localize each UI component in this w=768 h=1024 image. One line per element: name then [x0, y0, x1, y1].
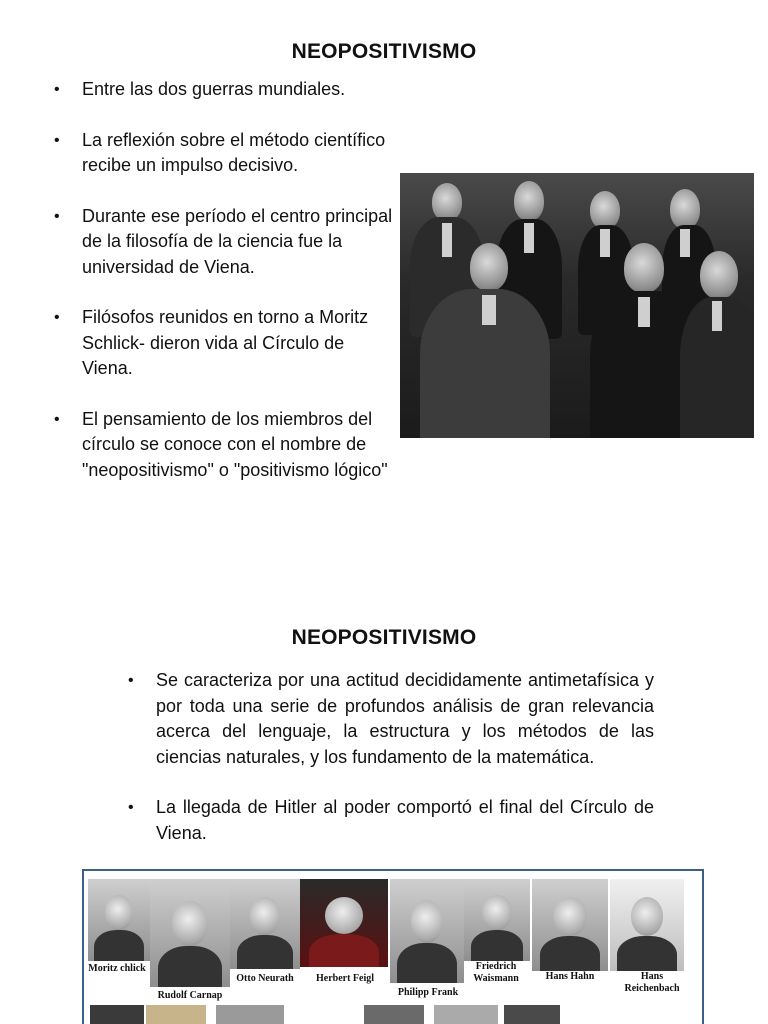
portrait-philipp-frank: [390, 879, 464, 983]
section2-title: NEOPOSITIVISMO: [291, 626, 477, 649]
portrait-moritz-schlick: [88, 879, 150, 961]
bullet-item: • La llegada de Hitler al poder comportó el final del Círculo de Viena.: [128, 795, 654, 846]
portrait-caption: Hans Hahn: [545, 971, 595, 982]
portrait-hans-hahn: [532, 879, 608, 971]
portrait-caption: Herbert Feigl: [315, 973, 375, 984]
portrait-caption: Hans Reichenbach: [624, 971, 680, 994]
portrait-partial: [434, 1005, 498, 1024]
portrait-herbert-feigl: [300, 879, 388, 967]
portrait-caption: Friedrich Waismann: [473, 961, 519, 984]
portrait-caption: Rudolf Carnap: [157, 990, 223, 1001]
portrait-rudolf-carnap: [150, 879, 230, 987]
bullet-item: • Filósofos reunidos en torno a Moritz Schlick- dieron vida al Círculo de Viena.: [54, 305, 394, 382]
portrait-caption: Otto Neurath: [236, 973, 294, 984]
portrait-partial: [216, 1005, 284, 1024]
vienna-circle-members-portraits: [82, 869, 704, 1024]
bullet-item: • Entre las dos guerras mundiales.: [54, 77, 394, 103]
section2-bullet-list: [128, 668, 654, 871]
portrait-partial: [504, 1005, 560, 1024]
section1-bullet-list: [54, 77, 394, 508]
portrait-caption: Philipp Frank: [397, 987, 459, 998]
portrait-hans-reichenbach: [610, 879, 684, 971]
portrait-partial: [364, 1005, 424, 1024]
bullet-item: • Durante ese período el centro principal de la filosofía de la ciencia fue la universidad de Viena.: [54, 204, 394, 281]
bullet-item: • La reflexión sobre el método científico recibe un impulso decisivo.: [54, 128, 394, 179]
vienna-circle-group-photo: [400, 173, 754, 438]
portrait-partial: [90, 1005, 144, 1024]
portrait-friedrich-waismann: [464, 879, 530, 961]
portrait-caption: Moritz chlick: [88, 963, 146, 974]
portrait-otto-neurath: [230, 879, 300, 969]
section1-title: NEOPOSITIVISMO: [291, 40, 477, 63]
bullet-item: • El pensamiento de los miembros del círculo se conoce con el nombre de "neopositivismo" o "positivismo lógico": [54, 407, 394, 484]
portrait-partial: [146, 1005, 206, 1024]
bullet-item: • Se caracteriza por una actitud decididamente antimetafísica y por toda una serie de profundos análisis de gran relevancia acerca del lenguaje, la estructura y los métodos de las ciencias naturales, y los fundamento de la matemática.: [128, 668, 654, 770]
